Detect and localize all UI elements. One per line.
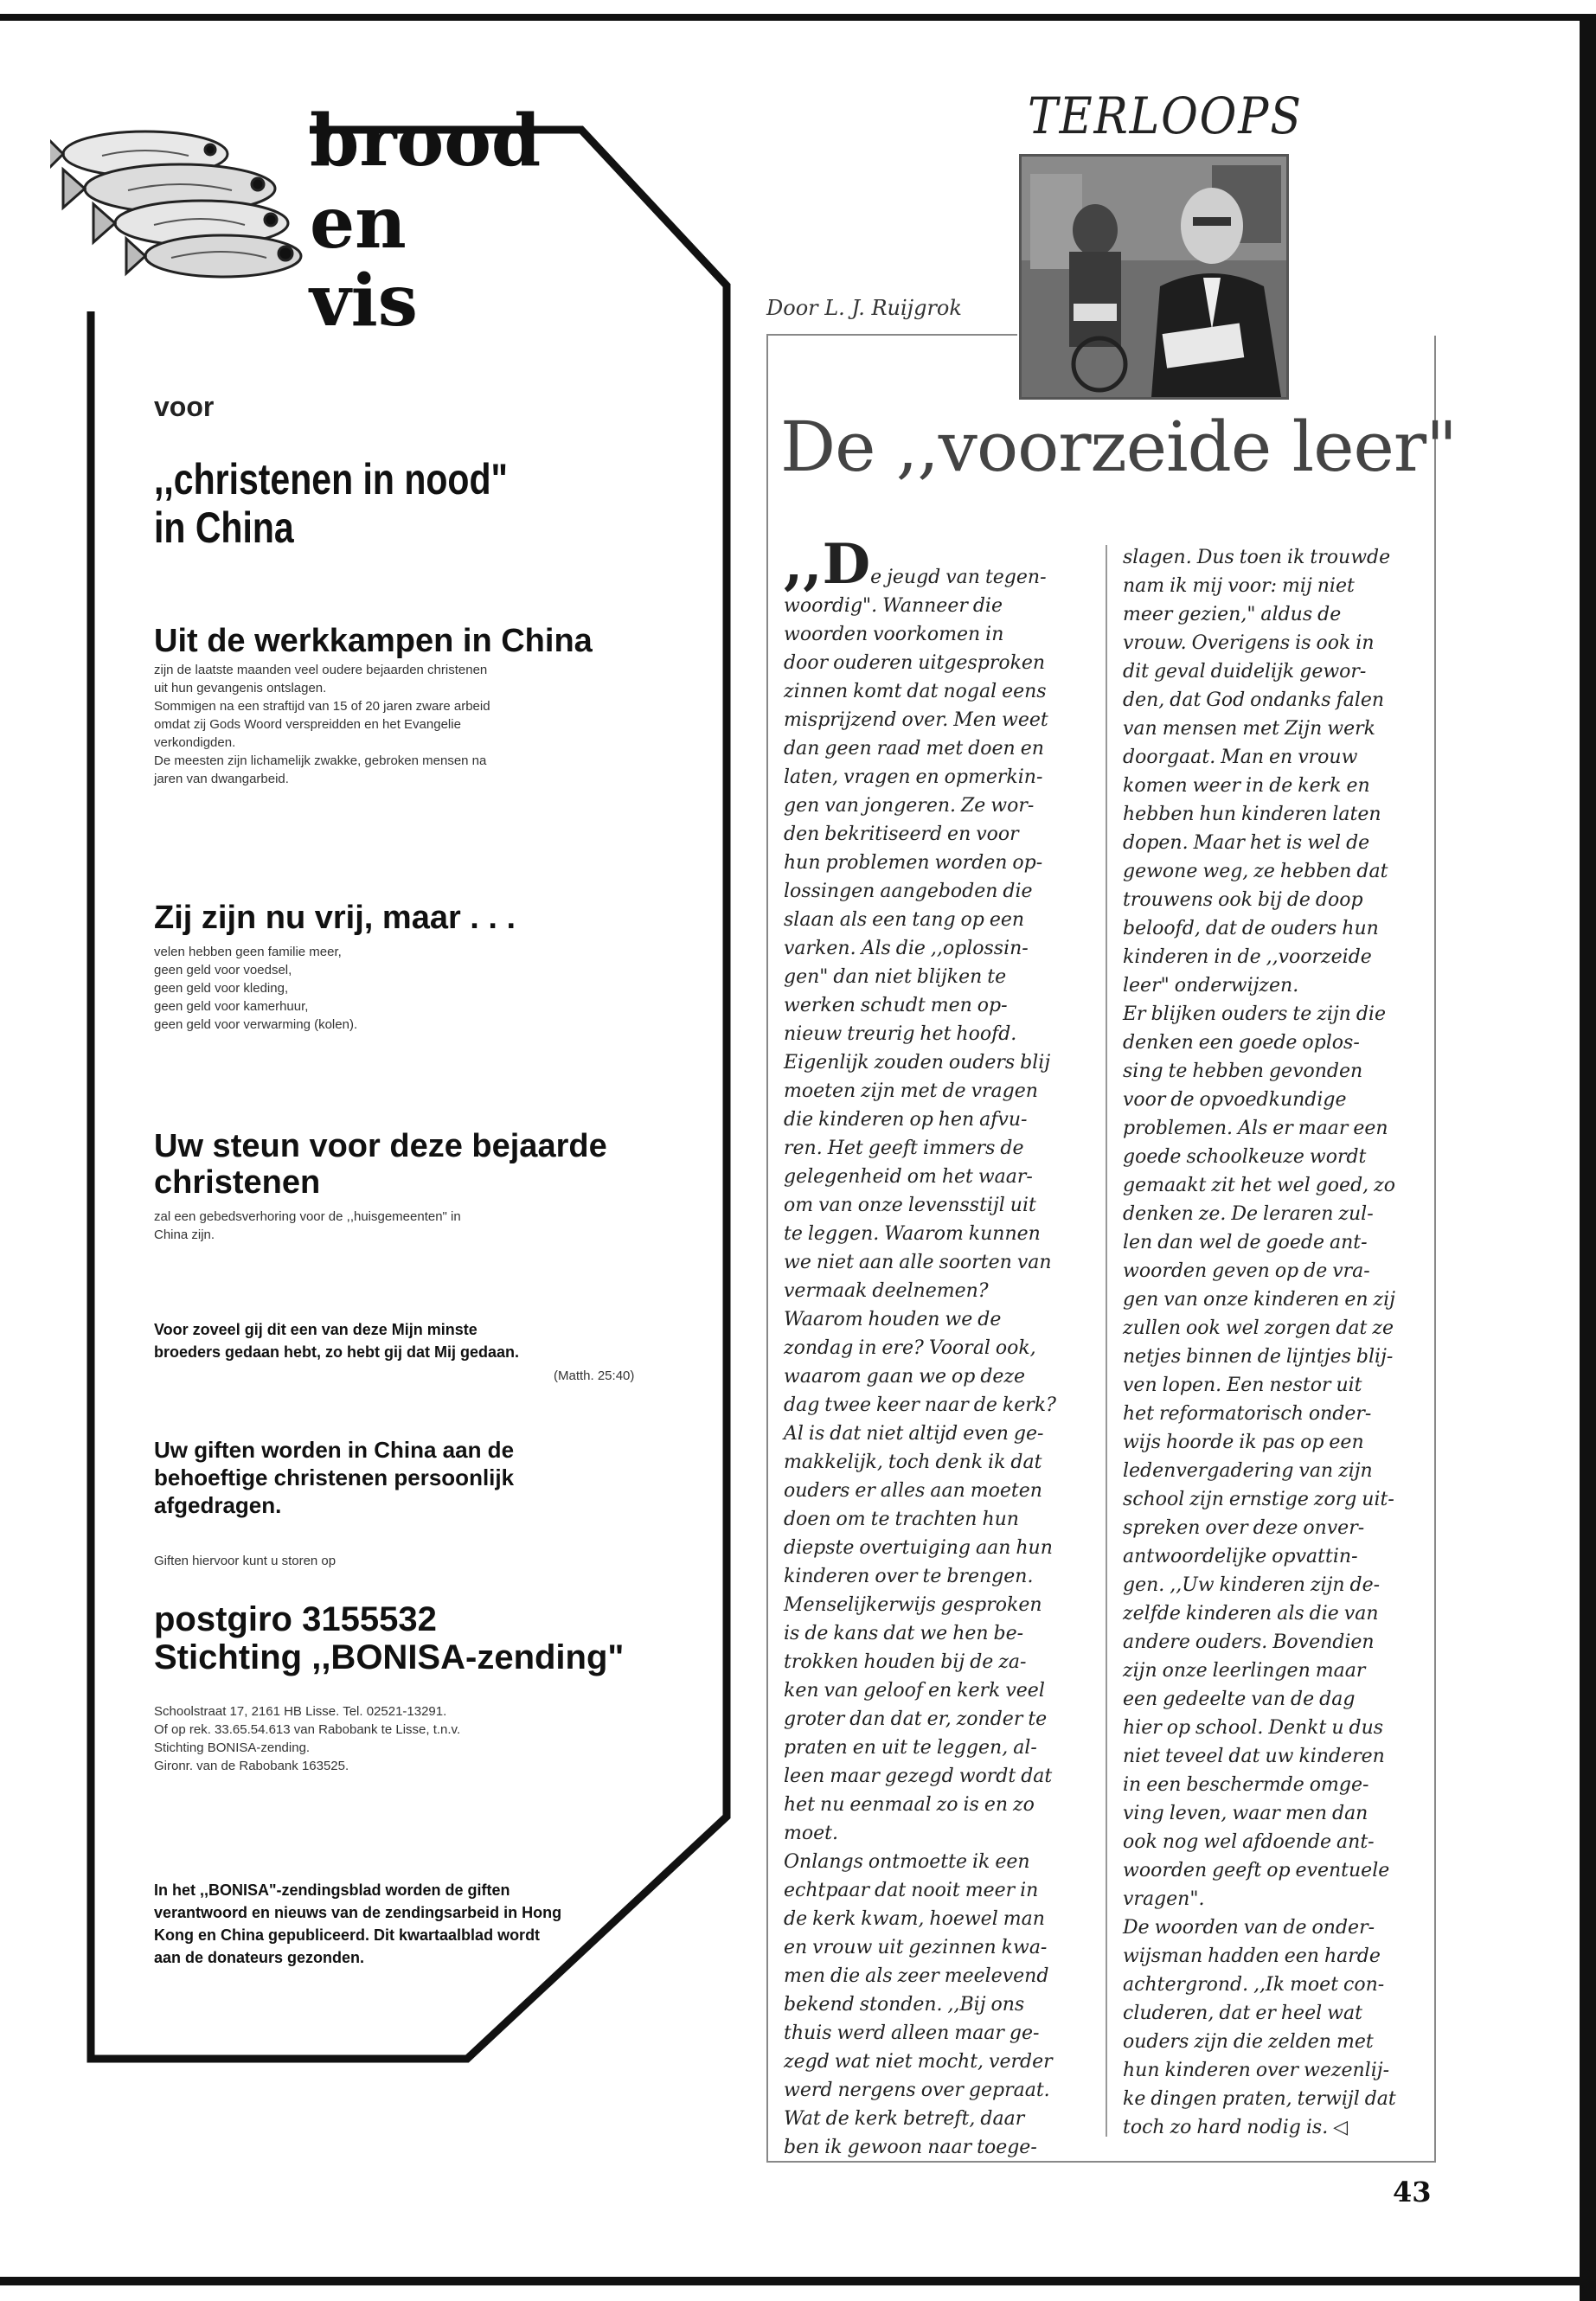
text-line: het reformatorisch onder- <box>1123 1403 1372 1425</box>
text-line: en vrouw uit gezinnen kwa- <box>784 1937 1048 1958</box>
text-line: Wat de kerk betreft, daar <box>784 2108 1025 2130</box>
text-line: dopen. Maar het is wel de <box>1123 832 1370 854</box>
section3-heading: Uw steun voor deze bejaarde christenen <box>154 1128 607 1201</box>
text-line: doorgaat. Man en vrouw <box>1123 747 1358 768</box>
section1-body: zijn de laatste maanden veel oudere bejaarden christenen uit hun gevangenis ontslagen. Sommigen na een straftijd van 15 of 20 jaren zware arbeid omdat zij Gods Woord verspreidden en het Evangelie verkondigden. De meesten zijn lichamelijk zwakke, gebroken mensen na jaren van dwangarbeid. <box>154 663 490 786</box>
text-line: ook nog wel afdoende ant- <box>1123 1831 1375 1853</box>
text-line: problemen. Als er maar een <box>1123 1118 1388 1139</box>
text-line: gen van onze kinderen en zij <box>1123 1289 1395 1311</box>
text-line: moeten zijn met de vragen <box>784 1080 1038 1102</box>
left-column-lines <box>784 592 1092 2162</box>
text-line: woorden voorkomen in <box>784 624 1004 645</box>
text-line: school zijn ernstige zorg uit- <box>1123 1489 1394 1510</box>
text-line: diepste overtuiging aan hun <box>784 1537 1053 1559</box>
text-line: leen maar gezegd wordt dat <box>784 1766 1053 1787</box>
text-line: Er blijken ouders te zijn die <box>1123 1003 1386 1025</box>
text-line: len dan wel de goede ant- <box>1123 1232 1368 1253</box>
text-line: gen" dan niet blijken te <box>784 966 1007 988</box>
text-line: dag twee keer naar de kerk? <box>784 1394 1056 1416</box>
ad-title-line2: in China <box>154 503 294 552</box>
text-line: goede schoolkeuze wordt <box>1123 1146 1367 1168</box>
text-line: te leggen. Waarom kunnen <box>784 1223 1041 1245</box>
text-line: die kinderen op hen afvu- <box>784 1109 1028 1131</box>
text-line: kinderen in de ,,voorzeide <box>1123 946 1372 968</box>
text-line: waarom gaan we op deze <box>784 1366 1026 1388</box>
text-line: denken een goede oplos- <box>1123 1032 1360 1054</box>
right-column-lines <box>1123 543 1434 2142</box>
section1-heading: Uit de werkkampen in China <box>154 623 593 659</box>
text-line: zinnen komt dat nogal eens <box>784 681 1047 702</box>
text-line: ken van geloof en kerk veel <box>784 1680 1045 1702</box>
logo-word-brood: brood <box>310 99 542 183</box>
text-line: hun problemen worden op- <box>784 852 1043 874</box>
brood-en-vis-logo <box>50 99 542 343</box>
text-line: dan geen raad met doen en <box>784 738 1044 760</box>
text-line: makkelijk, toch denk ik dat <box>784 1452 1042 1473</box>
text-line: cluderen, dat er heel wat <box>1123 2003 1362 2024</box>
ad-voor: voor <box>154 391 215 422</box>
stichting-name: Stichting ,,BONISA-zending" <box>154 1638 625 1676</box>
text-line: lossingen aangeboden die <box>784 881 1033 902</box>
text-line: spreken over deze onver- <box>1123 1517 1365 1539</box>
scripture-quote: Voor zoveel gij dit een van deze Mijn minste broeders gedaan hebt, zo hebt gij dat Mij gedaan. <box>154 1321 520 1361</box>
section2-body: velen hebben geen familie meer, geen geld voor voedsel, geen geld voor kleding, geen geld voor kamerhuur, geen geld voor verwarming (kolen). <box>154 945 358 1032</box>
text-line: De woorden van de onder- <box>1123 1917 1375 1939</box>
text-line: voor de opvoedkundige <box>1123 1089 1347 1111</box>
text-line: niet teveel dat uw kinderen <box>1123 1746 1385 1767</box>
text-line: thuis werd alleen maar ge- <box>784 2022 1040 2044</box>
text-line: zijn onze leerlingen maar <box>1123 1660 1366 1682</box>
text-line: ving leven, waar men dan <box>1123 1803 1368 1824</box>
text-line: groter dan dat er, zonder te <box>784 1708 1048 1730</box>
text-line: Onlangs ontmoette ik een <box>784 1851 1030 1873</box>
section3-body: zal een gebedsverhoring voor de ,,huisgemeenten" in China zijn. <box>154 1209 461 1242</box>
text-line: werken schudt men op- <box>784 995 1008 1016</box>
page-number: 43 <box>1393 2176 1432 2208</box>
text-line: hebben hun kinderen laten <box>1123 804 1381 825</box>
text-line: slagen. Dus toen ik trouwde <box>1123 547 1391 568</box>
text-line: gen. ,,Uw kinderen zijn de- <box>1123 1574 1381 1596</box>
text-line: e jeugd van tegen- <box>870 567 1047 588</box>
text-line: trokken houden bij de za- <box>784 1651 1027 1673</box>
text-line: praten en uit te leggen, al- <box>784 1737 1037 1759</box>
text-line: meer gezien," aldus de <box>1123 604 1342 625</box>
text-line: andere ouders. Bovendien <box>1123 1631 1375 1653</box>
text-line: toch zo hard nodig is. ◁ <box>1123 2117 1349 2138</box>
text-line: beloofd, dat de ouders hun <box>1123 918 1379 939</box>
text-line: den bekritiseerd en voor <box>784 824 1019 845</box>
text-line: woordig". Wanneer die <box>784 595 1003 617</box>
ad-title-line1: ,,christenen in nood" <box>154 455 508 503</box>
text-line: Waarom houden we de <box>784 1309 1002 1330</box>
text-line: misprijzend over. Men weet <box>784 709 1048 731</box>
text-line: het nu eenmaal zo is en zo <box>784 1794 1035 1816</box>
text-line: echtpaar dat nooit meer in <box>784 1880 1039 1901</box>
text-line: Eigenlijk zouden ouders blij <box>784 1052 1051 1074</box>
column-title: TERLOOPS <box>1028 87 1303 145</box>
advertisement <box>0 0 779 2249</box>
text-line: werd nergens over gepraat. <box>784 2080 1050 2101</box>
text-line: in een beschermde omge- <box>1123 1774 1369 1796</box>
column-divider <box>1106 545 1107 2137</box>
text-line: netjes binnen de lijntjes blij- <box>1123 1346 1394 1368</box>
text-line: vrouw. Overigens is ook in <box>1123 632 1375 654</box>
text-line: ben ik gewoon naar toege- <box>784 2137 1037 2158</box>
gifts-heading: Uw giften worden in China aan de behoeftige christenen persoonlijk afgedragen. <box>154 1437 515 1518</box>
right-border <box>1580 14 1596 2301</box>
text-line: leer" onderwijzen. <box>1123 975 1299 997</box>
text-line: de kerk kwam, hoewel man <box>784 1908 1045 1930</box>
text-line: nieuw treurig het hoofd. <box>784 1023 1017 1045</box>
text-line: doen om te trachten hun <box>784 1509 1019 1530</box>
text-line: komen weer in de kerk en <box>1123 775 1370 797</box>
text-line: ven lopen. Een nestor uit <box>1123 1375 1362 1396</box>
text-line: vragen". <box>1123 1888 1205 1910</box>
ad-title <box>154 455 580 552</box>
text-line: denken ze. De leraren zul- <box>1123 1203 1374 1225</box>
dropcap-letter: D <box>822 532 871 597</box>
text-line: van mensen met Zijn werk <box>1123 718 1375 740</box>
text-line: wijs hoorde ik pas op een <box>1123 1432 1364 1453</box>
text-line: Al is dat niet altijd even ge- <box>784 1423 1044 1445</box>
text-line: door ouderen uitgesproken <box>784 652 1046 674</box>
text-line: een gedeelte van de dag <box>1123 1689 1356 1710</box>
text-line: slaan als een tang op een <box>784 909 1025 931</box>
text-line: ke dingen praten, terwijl dat <box>1123 2088 1396 2110</box>
text-line: men die als zeer meelevend <box>784 1965 1049 1987</box>
text-line: hier op school. Denkt u dus <box>1123 1717 1384 1739</box>
text-line: Menselijkerwijs gesproken <box>784 1594 1042 1616</box>
text-line: nam ik mij voor: mij niet <box>1123 575 1355 597</box>
article-title: De ,,voorzeide leer" <box>780 407 1457 487</box>
bottom-border <box>0 2277 1596 2285</box>
text-line: zelfde kinderen als die van <box>1123 1603 1379 1625</box>
text-line: laten, vragen en opmerkin- <box>784 766 1043 788</box>
text-line: ouders er alles aan moeten <box>784 1480 1042 1502</box>
postgiro-info <box>154 1600 624 1676</box>
text-line: achtergrond. ,,Ik moet con- <box>1123 1974 1385 1996</box>
text-line: gewone weg, ze hebben dat <box>1123 861 1388 882</box>
text-line: kinderen over te brengen. <box>784 1566 1034 1587</box>
text-line: antwoordelijke opvattin- <box>1123 1546 1358 1567</box>
article-opening <box>784 532 1092 597</box>
postgiro-number: postgiro 3155532 <box>154 1600 437 1638</box>
scripture-reference: (Matth. 25:40) <box>554 1368 635 1383</box>
text-line: woorden geeft op eventuele <box>1123 1860 1390 1881</box>
text-line: moet. <box>784 1823 838 1844</box>
contact-address: Schoolstraat 17, 2161 HB Lisse. Tel. 02521-13291. Of op rek. 33.65.54.613 van Rabobank te Lisse, t.n.v. Stichting BONISA-zending. Gironr. van de Rabobank 163525. <box>154 1704 461 1773</box>
dropcap-quote: ,, <box>784 532 823 597</box>
text-line: zullen ook wel zorgen dat ze <box>1123 1317 1394 1339</box>
article-column-left <box>784 532 1092 2162</box>
text-line: sing te hebben gevonden <box>1123 1061 1363 1082</box>
text-line: trouwens ook bij de doop <box>1123 889 1363 911</box>
text-line: woorden geven op de vra- <box>1123 1260 1370 1282</box>
text-line: bekend stonden. ,,Bij ons <box>784 1994 1025 2016</box>
text-line: ren. Het geeft immers de <box>784 1138 1024 1159</box>
text-line: gelegenheid om het waar- <box>784 1166 1033 1188</box>
text-line: den, dat God ondanks falen <box>1123 689 1385 711</box>
text-line: zegd wat niet mocht, verder <box>784 2051 1053 2073</box>
text-line: hun kinderen over wezenlij- <box>1123 2060 1389 2081</box>
ad-footer-note: In het ,,BONISA"-zendingsblad worden de giften verantwoord en nieuws van de zendingsarbeid in Hong Kong en China gepubliceerd. Dit kwartaalblad wordt aan de donateurs gezonden. <box>154 1881 562 1966</box>
text-line: dit geval duidelijk gewor- <box>1123 661 1367 683</box>
text-line: ledenvergadering van zijn <box>1123 1460 1373 1482</box>
text-line: vermaak deelnemen? <box>784 1280 989 1302</box>
text-line: ouders zijn die zelden met <box>1123 2031 1374 2053</box>
logo-word-en-vis: en vis <box>310 182 418 343</box>
text-line: om van onze levensstijl uit <box>784 1195 1036 1216</box>
text-line: gemaakt zit het wel goed, zo <box>1123 1175 1395 1196</box>
text-line: gen van jongeren. Ze wor- <box>784 795 1035 817</box>
article-column-right <box>1123 543 1434 2142</box>
author-byline: Door L. J. Ruijgrok <box>766 296 962 320</box>
text-line: wijsman hadden een harde <box>1123 1945 1381 1967</box>
section2-heading: Zij zijn nu vrij, maar . . . <box>154 900 516 936</box>
text-line: we niet aan alle soorten van <box>784 1252 1052 1273</box>
gifts-note: Giften hiervoor kunt u storen op <box>154 1554 337 1568</box>
text-line: zondag in ere? Vooral ook, <box>784 1337 1036 1359</box>
text-line: is de kans dat we hen be- <box>784 1623 1024 1644</box>
text-line: varken. Als die ,,oplossin- <box>784 938 1029 959</box>
